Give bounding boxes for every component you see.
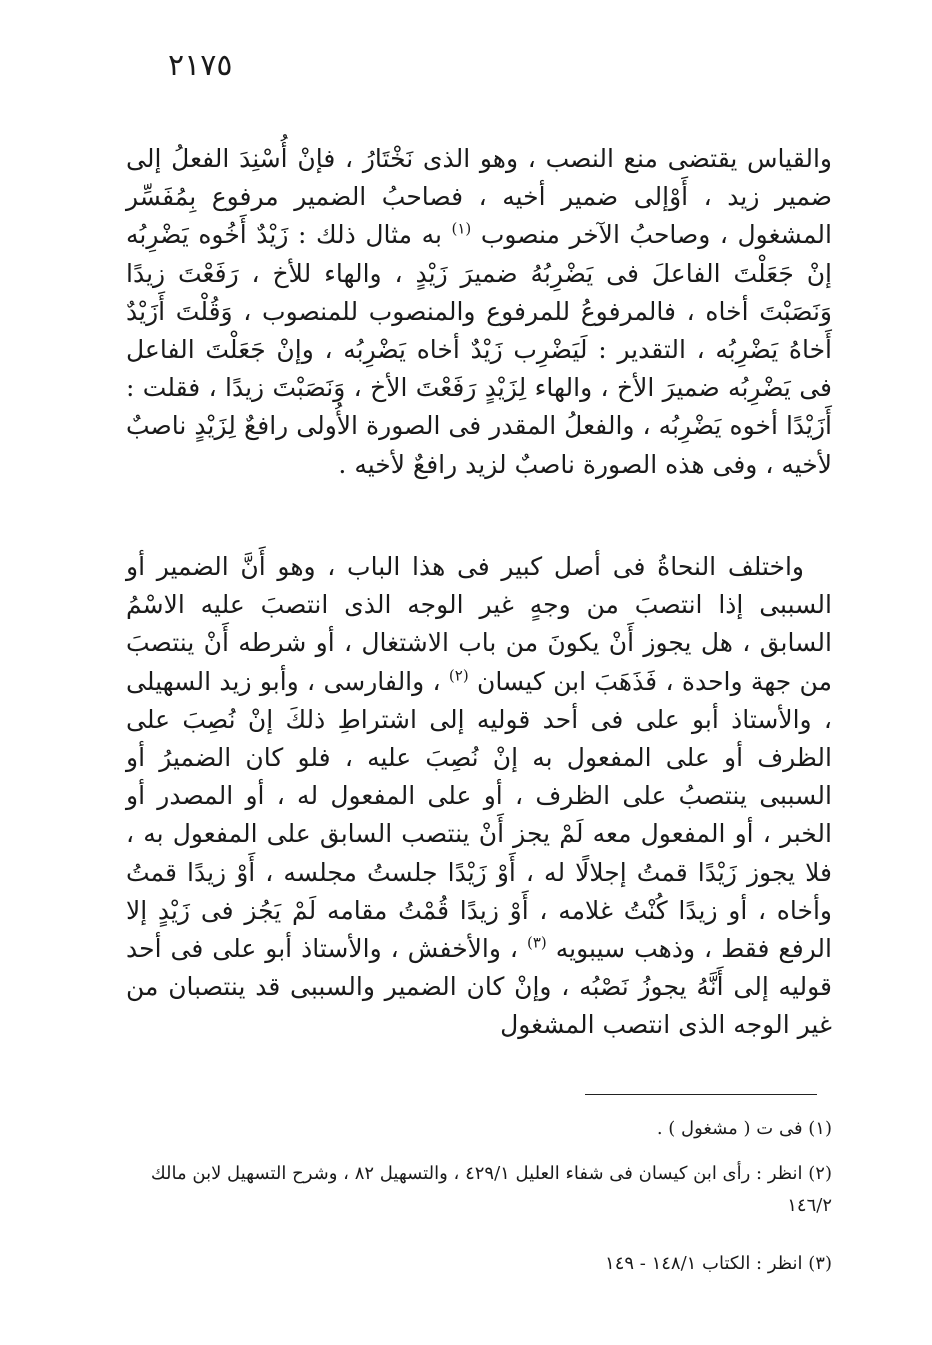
body-paragraph-1 (126, 140, 832, 484)
footnote-2: (٢) انظر : رأى ابن كيسان فى شفاء العليل ٤٢٩/١ ، والتسهيل ٨٢ ، وشرح التسهيل لابن مالك ١٤٦/٢ (150, 1163, 832, 1216)
footnote-ref-1: (١) (451, 220, 472, 239)
footnote-separator (585, 1094, 817, 1095)
paragraph-1-text-a: والقياس يقتضى منع النصب ، وهو الذى نَخْتَارُ ، فإنْ أُسْنِدَ الفعلُ إلى ضمير زيد ، أَوْإلى ضمير أخيه ، فصاحبُ الضمير مرفوع بِمُفَسِّر المشغول ، وصاحبُ الآخر منصوب (126, 144, 832, 250)
footnote-ref-2: (٢) (448, 666, 469, 685)
footnote-ref-3: (٣) (527, 933, 547, 952)
paragraph-1-text-b: به مثال ذلك : زَيْدٌ أَخُوه يَضْرِبُه إنْ جَعَلْتَ الفاعلَ فى يَضْرِبُهُ ضميرَ زَيْدٍ ، والهاء للأخ ، رَفَعْتَ زيدًا وَنَصَبْتَ أخاه ، فالمرفوعُ للمرفوع والمنصوب للمنصوب ، وَقُلْتَ أَزَيْدٌ أَخاهُ يَضْرِبُه ، التقدير : لَيَضْرِب زَيْدٌ أخاه يَضْرِبُه ، وإنْ جَعَلْتَ الفاعل فى يَضْرِبُه ضميرَ الأخ ، والهاء لِزَيْدٍ رَفَعْتَ الأخ ، وَنَصَبْتَ زيدًا ، فقلت : أَزَيْدًا أخوه يَضْرِبُه ، والفعلُ المقدر فى الصورة الأُولى رافعٌ لِزَيْدٍ ناصبٌ لأخيه ، وفى هذه الصورة ناصبٌ لزيد رافعٌ لأخيه . (126, 220, 832, 479)
body-paragraph-2 (126, 548, 832, 1045)
paragraph-2-text-c: ، والأخفش ، والأستاذ أبو على فى أحد قوليه إلى أَنَّهُ يجوزُ نَصْبُه ، وإنْ كان الضمير والسببى قد ينتصبان من غير الوجه الذى انتصب المشغول (126, 934, 832, 1040)
footnote-3: (٣) انظر : الكتاب ١٤٨/١ - ١٤٩ (605, 1253, 832, 1274)
paragraph-2-text-b: ، والفارسى ، وأبو زيد السهيلى ، والأستاذ أبو على فى أحد قوليه إلى اشتراطِ ذلكَ إنْ نُصِبَ على الظرف أو على المفعول به إنْ نُصِبَ عليه ، فلو كان الضميرُ أو السببى ينتصبُ على الظرف ، أو على المفعول له ، أو المصدر أو الخبر ، أو المفعول معه لَمْ يجز أَنْ ينتصب السابق على المفعول به ، فلا يجوز زَيْدًا قمتُ إجلالًا له ، أَوْ زَيْدًا جلستُ مجلسه ، أَوْ زيدًا قمتُ وأخاه ، أو زيدًا كُنْتُ غلامه ، أَوْ زيدًا قُمْتُ مقامه لَمْ يَجُز فى زَيْدٍ إلا الرفع فقط ، وذهب سيبويه (126, 666, 833, 964)
footnote-1: (١) فى ت ( مشغول ) . (656, 1118, 832, 1139)
page-number: ٢١٧٥ (168, 48, 233, 83)
paragraph-2-text-a: واختلف النحاةُ فى أصل كبير فى هذا الباب ، وهو أَنَّ الضمير أو السببى إذا انتصبَ من وجهٍ غير الوجه الذى انتصبَ عليه الاسْمُ السابق ، هل يجوز أَنْ يكونَ من باب الاشتغال ، أو شرطه أَنْ ينتصبَ من جهة واحدة ، فَذَهَبَ ابن كيسان (126, 552, 832, 696)
